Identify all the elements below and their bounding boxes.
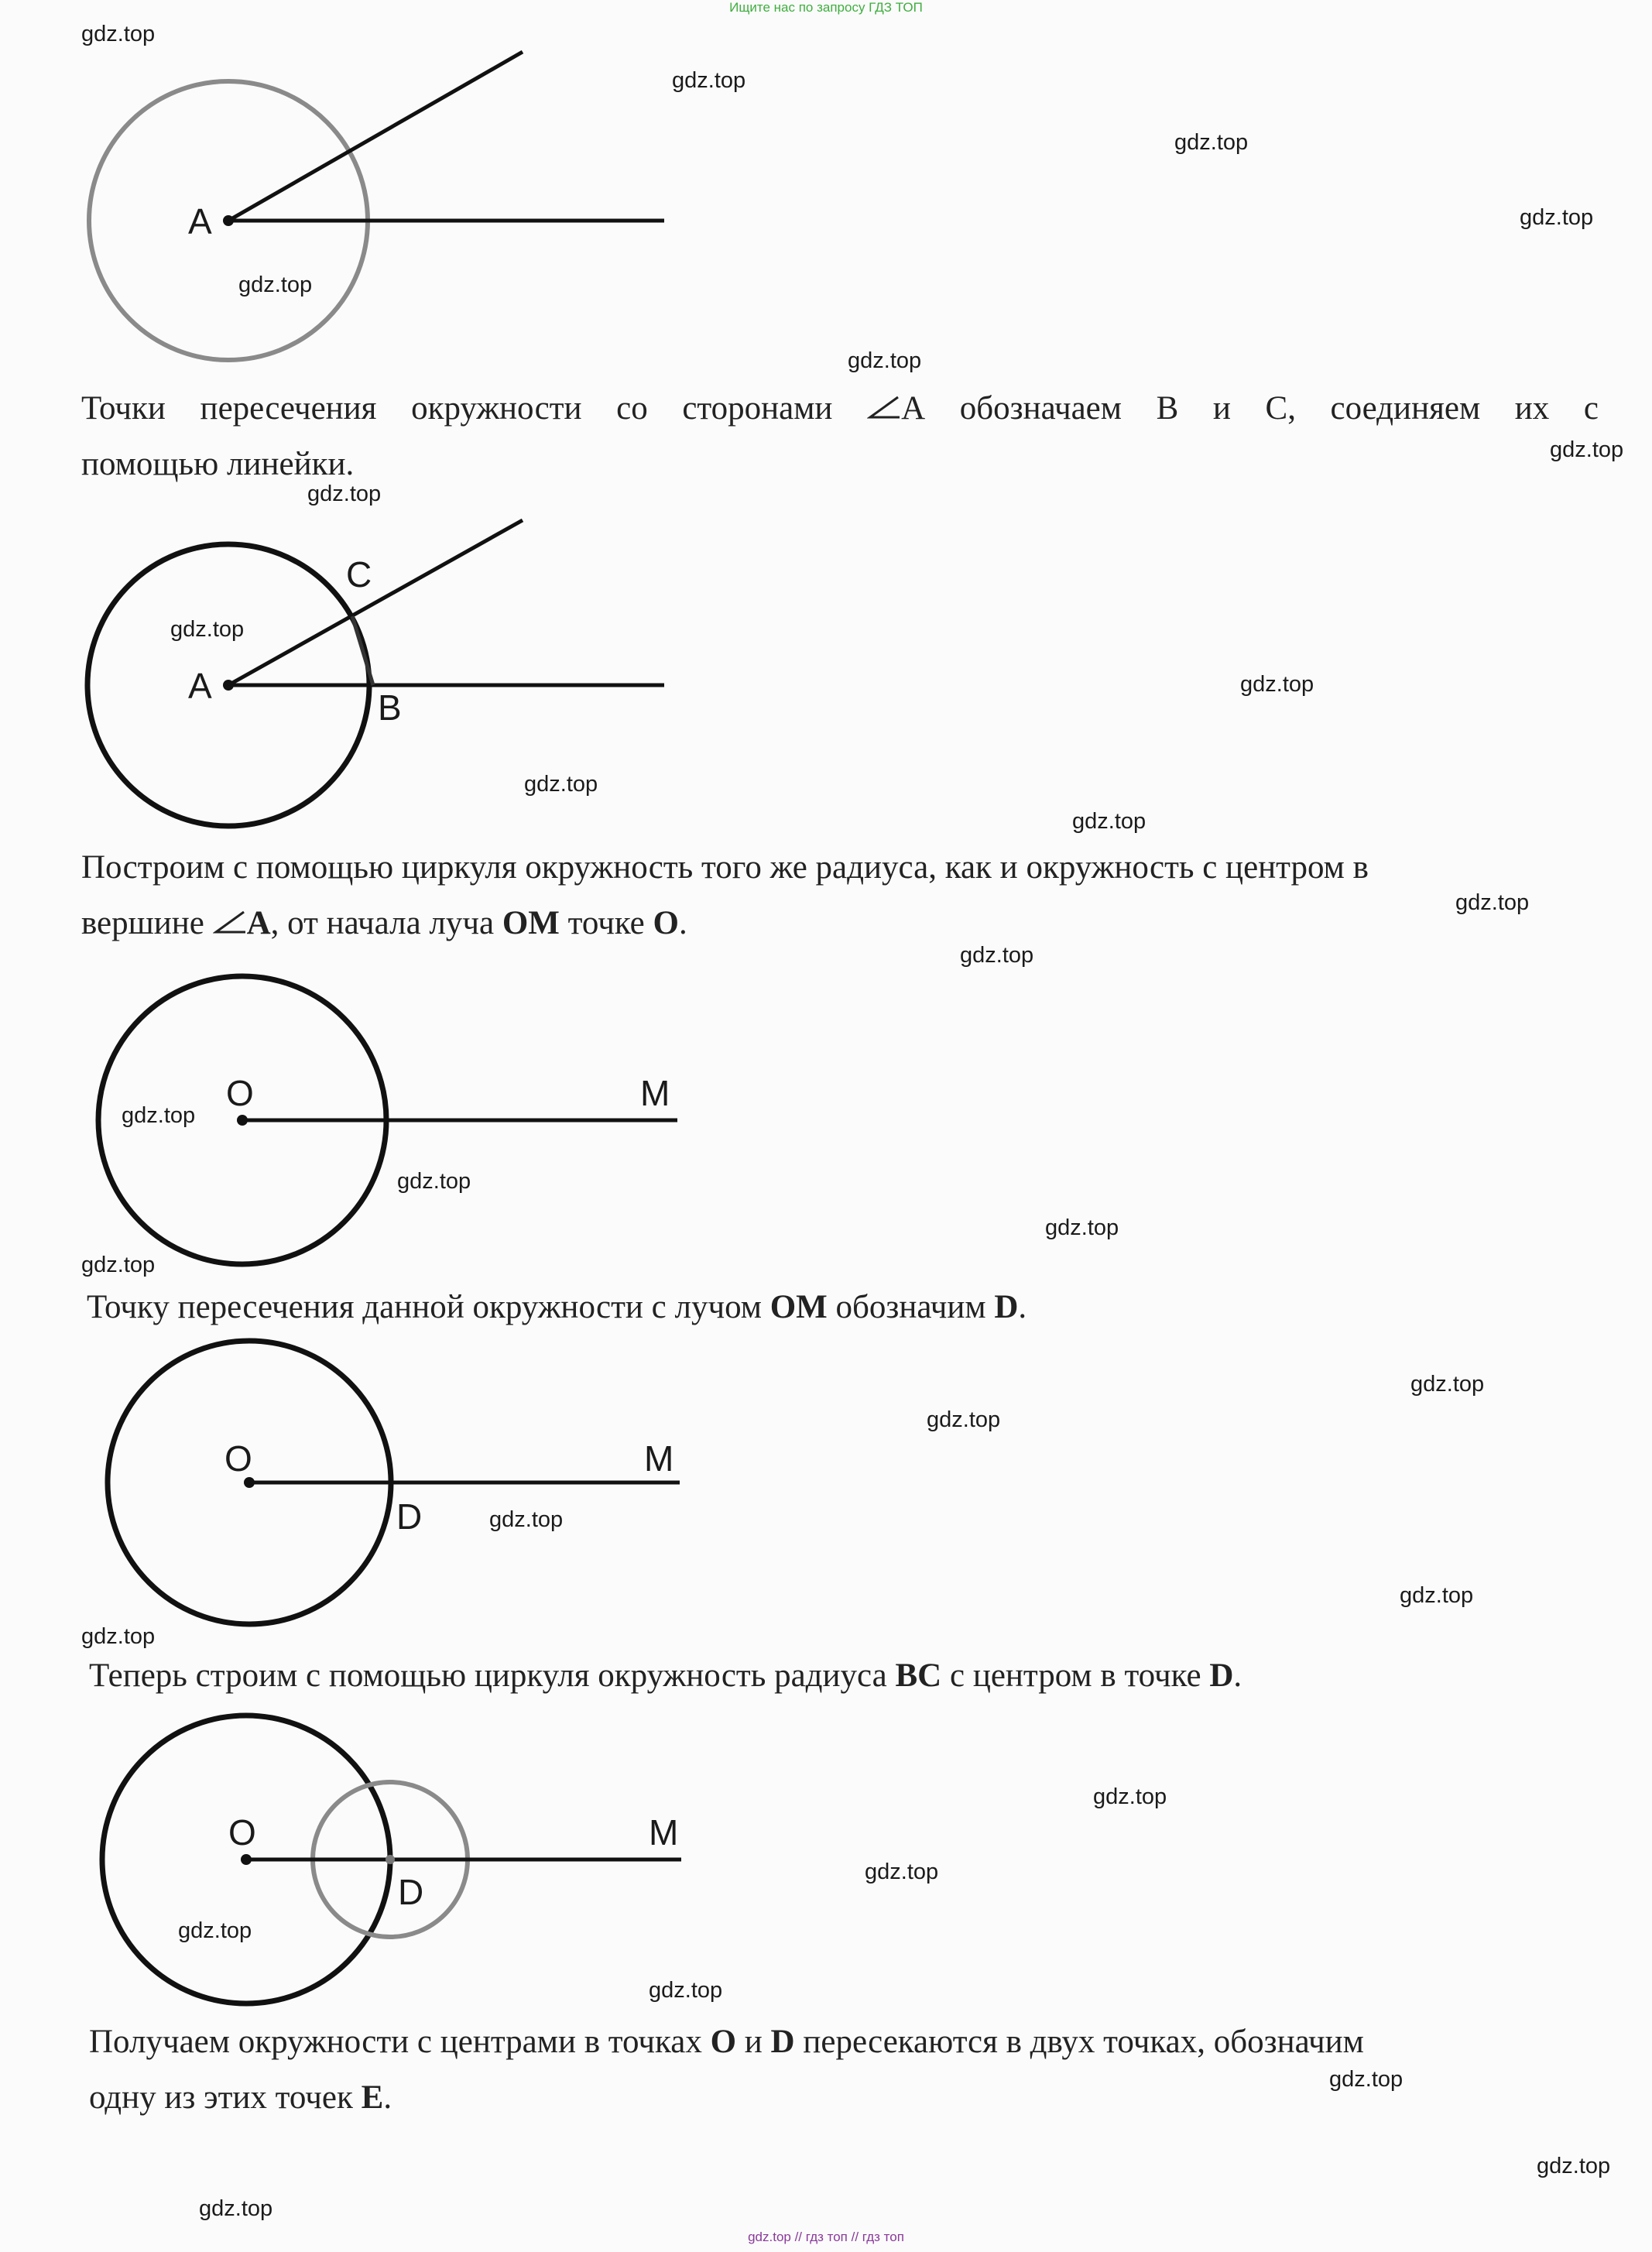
step-3-text-a: Точку пересечения данной окружности с лучом xyxy=(87,1289,770,1325)
label-d: D xyxy=(398,1872,424,1912)
watermark: gdz.top xyxy=(1240,672,1314,697)
watermark: gdz.top xyxy=(397,1169,471,1194)
watermark: gdz.top xyxy=(489,1507,564,1532)
step-3-text-e: . xyxy=(1018,1289,1027,1325)
ray-upper xyxy=(228,52,523,221)
watermark: gdz.top xyxy=(1329,2067,1404,2092)
point-o xyxy=(237,1115,248,1126)
point-o xyxy=(244,1477,255,1488)
watermark: gdz.top xyxy=(81,1624,156,1649)
point-d xyxy=(386,1855,395,1864)
figure-two-circles xyxy=(0,1707,1652,2001)
step-4-text xyxy=(89,1648,1606,1704)
label-d: D xyxy=(396,1496,423,1537)
watermark: gdz.top xyxy=(1520,205,1594,230)
step-3-bold-d: D xyxy=(994,1289,1019,1325)
watermark: gdz.top xyxy=(1550,437,1624,462)
label-m: M xyxy=(644,1438,674,1479)
label-o: O xyxy=(228,1812,256,1853)
angle-icon xyxy=(867,394,901,420)
step-2-bold-o: О xyxy=(653,905,679,941)
figure-circle-o xyxy=(0,968,1652,1324)
step-1-line-2: помощью линейки. xyxy=(81,446,355,482)
step-5-text-a: Получаем окружности с центрами в точках xyxy=(89,2024,711,2060)
step-2-text-c: , от начала луча xyxy=(270,905,502,941)
step-5-text-c: и xyxy=(736,2024,771,2060)
step-2-bold-om: ОМ xyxy=(502,905,560,941)
step-1-part-b: А обозначаем В и С, соединяем их с xyxy=(901,390,1599,427)
step-3-text-c: обозначим xyxy=(827,1289,995,1325)
label-b: B xyxy=(378,687,402,728)
vertex-point xyxy=(223,215,234,226)
watermark: gdz.top xyxy=(1455,890,1530,915)
watermark: gdz.top xyxy=(307,482,382,506)
ray-upper xyxy=(228,520,523,685)
watermark: gdz.top xyxy=(649,1978,723,2003)
label-o: O xyxy=(224,1438,252,1479)
watermark: gdz.top xyxy=(960,943,1034,968)
step-4-text-a: Теперь строим с помощью циркуля окружность радиуса xyxy=(89,1657,896,1694)
step-5-text xyxy=(89,2014,1606,2126)
step-5-bold-d: D xyxy=(770,2024,795,2060)
label-c: C xyxy=(346,554,372,595)
step-1-part-a: Точки пересечения окружности со сторонами xyxy=(81,390,868,427)
figure-angle-circle xyxy=(0,0,1652,387)
step-2-text-a: вершине xyxy=(81,905,213,941)
step-5-bold-e: Е xyxy=(361,2079,384,2116)
step-5-text-e: пересекаются в двух точках, обозначим xyxy=(794,2024,1364,2060)
step-5-line-2-c: . xyxy=(383,2079,392,2116)
watermark: gdz.top xyxy=(1093,1784,1167,1809)
step-4-bold-bc: ВС xyxy=(895,1657,942,1694)
step-3-text xyxy=(87,1280,1604,1335)
label-m: M xyxy=(640,1073,670,1113)
step-4-text-c: с центром в точке xyxy=(941,1657,1210,1694)
angle-icon xyxy=(213,909,247,935)
step-2-line-1: Построим с помощью циркуля окружность того же радиуса, как и окружность с центром в xyxy=(81,849,1369,886)
step-2-text-e: точке xyxy=(559,905,653,941)
watermark: gdz.top xyxy=(927,1407,1001,1432)
chord-bc xyxy=(352,616,373,685)
watermark: gdz.top xyxy=(1174,130,1249,155)
search-hint-link[interactable]: Ищите нас по запросу ГДЗ ТОП xyxy=(729,0,923,15)
watermark: gdz.top xyxy=(178,1918,252,1943)
figure-point-d xyxy=(0,1347,1652,1649)
point-o xyxy=(241,1854,252,1865)
watermark: gdz.top xyxy=(1045,1215,1119,1240)
watermark: gdz.top xyxy=(81,1253,156,1277)
watermark: gdz.top xyxy=(672,68,746,93)
watermark: gdz.top xyxy=(1072,809,1146,834)
label-m: M xyxy=(649,1812,679,1853)
step-3-bold-om: ОМ xyxy=(769,1289,828,1325)
watermark: gdz.top xyxy=(1410,1372,1485,1397)
watermark: gdz.top xyxy=(524,772,598,797)
watermark: gdz.top xyxy=(122,1103,196,1128)
vertex-point xyxy=(223,680,234,691)
step-2-text xyxy=(81,840,1599,951)
watermark: gdz.top xyxy=(170,617,245,642)
label-o: O xyxy=(226,1073,254,1113)
step-1-text xyxy=(81,381,1599,492)
step-4-text-e: . xyxy=(1233,1657,1242,1694)
watermark: gdz.top xyxy=(848,348,922,373)
step-4-bold-d: D xyxy=(1209,1657,1234,1694)
watermark: gdz.top xyxy=(81,22,156,46)
step-5-bold-o: О xyxy=(710,2024,737,2060)
step-5-line-2-a: одну из этих точек xyxy=(89,2079,362,2116)
watermark: gdz.top xyxy=(199,2196,273,2221)
step-2-text-g: . xyxy=(678,905,687,941)
footer-links[interactable]: gdz.top // гдз топ // гдз топ xyxy=(748,2230,904,2244)
label-a: A xyxy=(188,666,212,706)
watermark: gdz.top xyxy=(238,273,313,297)
label-a: A xyxy=(188,201,212,242)
watermark: gdz.top xyxy=(865,1860,939,1884)
watermark: gdz.top xyxy=(1537,2154,1611,2178)
step-2-bold-a: А xyxy=(246,905,271,941)
figure-chord-bc xyxy=(0,495,1652,743)
watermark: gdz.top xyxy=(1400,1583,1474,1608)
